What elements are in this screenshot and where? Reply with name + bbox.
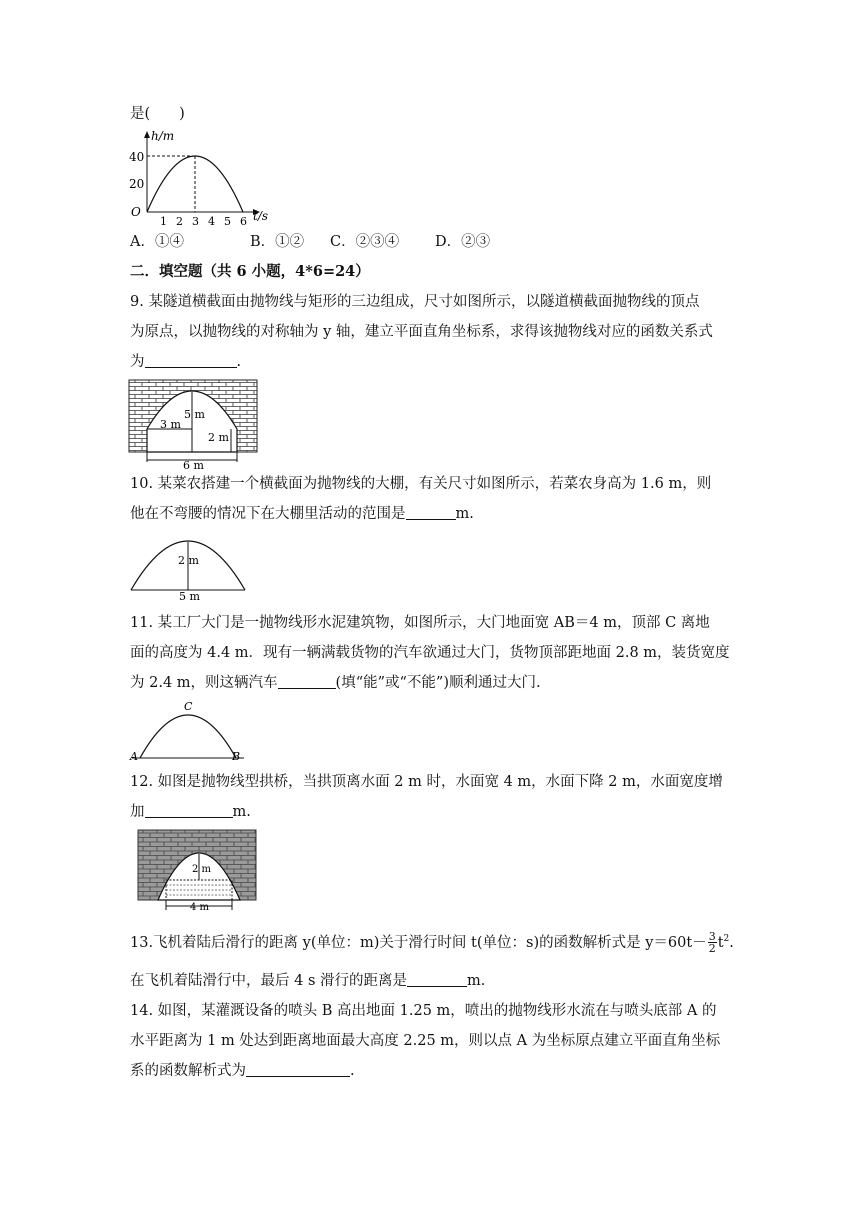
q9-label-side: 2 m	[208, 431, 229, 444]
q9-answer-line	[130, 352, 241, 372]
graph-x-tick: 6	[240, 215, 247, 228]
q13-prefix: 13.飞机着陆后滑行的距离 y(单位：m)关于滑行时间 t(单位：s)的函数解析式是 y＝60t－	[130, 934, 707, 951]
q10-label-width: 5 m	[179, 590, 200, 602]
q8-stem-tail: 是( )	[130, 106, 185, 122]
q14-suffix: .	[350, 1063, 355, 1079]
q13-frac-num: 3	[708, 930, 716, 944]
q13-answer-line	[130, 971, 485, 991]
q14-answer-line	[130, 1061, 355, 1081]
q8-option-a: A．①④	[130, 234, 184, 250]
q11-prefix: 为 2.4 m，则这辆汽车	[130, 675, 278, 691]
q11-answer-line	[130, 673, 541, 693]
q12-bridge-figure	[136, 828, 262, 912]
q13-line	[130, 926, 734, 956]
q13-answer-blank[interactable]	[407, 972, 467, 987]
graph-y-tick: 20	[129, 177, 145, 191]
q14-line: 水平距离为 1 m 处达到距离地面最大高度 2.25 m，则以点 A 为坐标原点建立平面直角坐标	[130, 1033, 721, 1049]
q9-tunnel-figure	[128, 378, 260, 470]
q12-answer-blank[interactable]	[145, 803, 233, 818]
q10-label-height: 2 m	[178, 554, 199, 567]
q10-line: 10. 某菜农搭建一个横截面为抛物线的大棚，有关尺寸如图所示，若菜农身高为 1.6 m，则	[130, 476, 712, 492]
q9-prefix: 为	[130, 354, 145, 370]
q11-label-b: B	[232, 750, 241, 763]
q8-option-c: C．②③④	[330, 234, 400, 250]
q9-label-half: 3 m	[160, 418, 181, 431]
q13-var: t	[717, 934, 724, 951]
q8-height-time-graph	[125, 128, 285, 228]
q9-label-height: 5 m	[184, 408, 205, 421]
q13-end: .	[729, 934, 734, 951]
graph-x-tick: 3	[192, 215, 199, 228]
q10-prefix: 他在不弯腰的情况下在大棚里活动的范围是	[130, 506, 406, 522]
q13-frac-den: 2	[708, 942, 716, 956]
q11-label-a: A	[130, 750, 138, 763]
q12-suffix: m.	[232, 804, 251, 820]
q11-suffix: (填“能”或“不能”)顺利通过大门.	[335, 675, 541, 691]
q13-sup: 2	[723, 934, 730, 944]
q12-line: 12. 如图是抛物线型拱桥，当拱顶离水面 2 m 时，水面宽 4 m，水面下降 2 m，水面宽度增	[130, 774, 723, 790]
q13-prefix2: 在飞机着陆滑行中，最后 4 s 滑行的距离是	[130, 973, 407, 989]
q9-answer-blank[interactable]	[145, 353, 237, 368]
q13-suffix2: m.	[467, 973, 486, 989]
q9-line: 为原点，以抛物线的对称轴为 y 轴，建立平面直角坐标系，求得该抛物线对应的函数关系式	[130, 324, 713, 340]
q10-suffix: m.	[455, 506, 474, 522]
q13-fraction	[708, 931, 717, 954]
q9-label-width: 6 m	[183, 459, 204, 470]
graph-x-axis-label: t/s	[253, 209, 269, 223]
q10-answer-line	[130, 504, 474, 524]
graph-x-tick: 1	[160, 215, 167, 228]
q12-label-width: 4 m	[190, 902, 210, 912]
q11-line: 面的高度为 4.4 m．现有一辆满载货物的汽车欲通过大门，货物顶部距地面 2.8 m，装货宽度	[130, 645, 730, 661]
q8-option-d: D．②③	[435, 234, 491, 250]
graph-x-tick: 5	[224, 215, 231, 228]
q14-line: 14. 如图，某灌溉设备的喷头 B 高出地面 1.25 m，喷出的抛物线形水流在与喷头底部 A 的	[130, 1003, 717, 1019]
q12-prefix: 加	[130, 804, 145, 820]
section-title: 二．填空题（共 6 小题，4*6=24）	[130, 263, 370, 280]
q14-answer-blank[interactable]	[246, 1062, 350, 1077]
q9-suffix: .	[236, 354, 242, 370]
q11-answer-blank[interactable]	[278, 674, 336, 689]
q11-line: 11. 某工厂大门是一抛物线形水泥建筑物，如图所示，大门地面宽 AB＝4 m，顶部 C 离地	[130, 615, 710, 631]
q12-label-height: 2 m	[192, 864, 212, 875]
q12-answer-line	[130, 802, 251, 822]
q14-prefix: 系的函数解析式为	[130, 1063, 246, 1079]
q11-label-c: C	[184, 700, 193, 713]
graph-y-axis-label: h/m	[151, 129, 175, 143]
q10-greenhouse-figure	[128, 530, 250, 602]
graph-x-tick: 2	[176, 215, 183, 228]
graph-x-tick: 4	[208, 215, 215, 228]
q9-line: 9. 某隧道横截面由抛物线与矩形的三边组成，尺寸如图所示，以隧道横截面抛物线的顶点	[130, 294, 700, 310]
graph-origin-label: O	[131, 205, 141, 219]
q10-answer-blank[interactable]	[406, 505, 456, 520]
q11-gate-figure	[128, 696, 250, 766]
q8-option-b: B．①②	[250, 234, 305, 250]
graph-y-tick: 40	[129, 150, 145, 164]
